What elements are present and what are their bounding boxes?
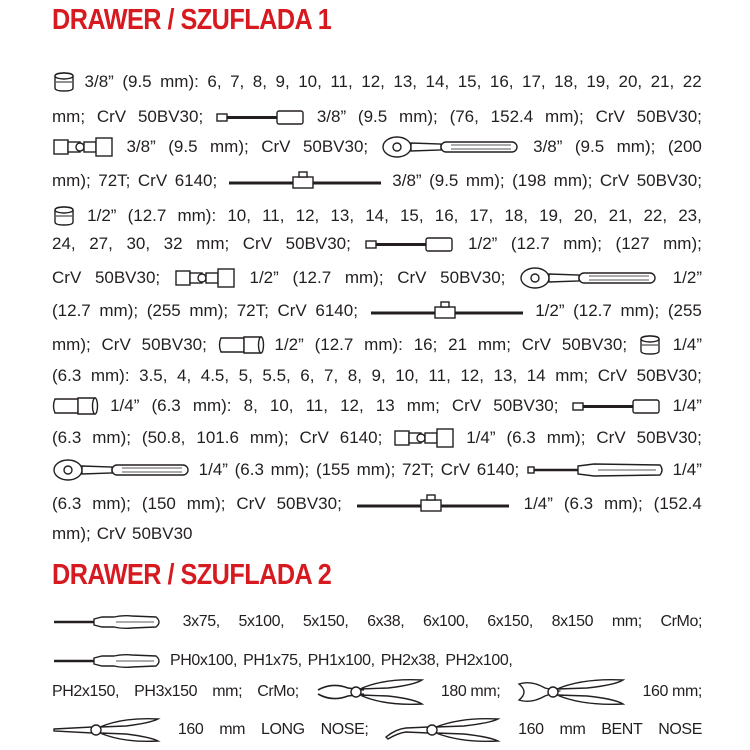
- spec-text: 1/2”: [274, 335, 304, 354]
- spec-text: PH2x100,: [445, 652, 513, 669]
- spec-text: 12,: [361, 72, 385, 91]
- spec-line: [52, 361, 702, 391]
- spec-text: (255: [667, 301, 702, 320]
- spec-text: 10,: [395, 366, 419, 385]
- spec-text: 5,: [238, 366, 253, 385]
- spec-text: LONG: [260, 721, 305, 738]
- spec-text: (9.5: [122, 72, 152, 91]
- spec-text: mm):: [177, 206, 217, 225]
- spec-text: 72T;: [236, 301, 269, 320]
- spec-text: mm);: [52, 524, 91, 543]
- spec-text: (12.7: [127, 206, 167, 225]
- spec-text: 14,: [425, 72, 450, 91]
- spinner-handle-icon: [526, 460, 666, 480]
- spec-text: 1/2”: [87, 206, 117, 225]
- spec-text: 6,: [207, 72, 222, 91]
- spec-text: mm);: [210, 137, 249, 156]
- universal-joint-icon: [174, 267, 236, 289]
- spec-text: (198: [512, 171, 547, 190]
- spec-text: (12.7: [314, 335, 354, 354]
- spec-text: CrV: [137, 171, 168, 190]
- spec-text: mm;: [212, 683, 243, 700]
- spec-text: 50BV30;: [636, 428, 702, 447]
- spec-text: (9.5: [429, 171, 459, 190]
- spec-text: 160 mm;: [642, 683, 702, 700]
- spec-text: mm);: [465, 171, 505, 190]
- spec-text: CrV: [261, 137, 291, 156]
- spec-text: 3/8”: [533, 137, 563, 156]
- spec-text: 4.5,: [200, 366, 230, 385]
- spec-text: 160: [177, 721, 204, 738]
- spec-text: 19,: [586, 72, 610, 91]
- spec-text: 22,: [643, 206, 668, 225]
- universal-joint-icon: [393, 427, 455, 449]
- spec-text: mm):: [160, 72, 199, 91]
- spec-text: 1/4”: [672, 396, 702, 415]
- spec-text: (12.7: [292, 268, 332, 287]
- spec-text: CrV: [236, 494, 266, 513]
- ratchet-icon: [52, 458, 192, 482]
- spec-text: 12,: [295, 206, 320, 225]
- spec-line: [52, 607, 702, 637]
- spec-line: [52, 263, 702, 293]
- spec-text: 3/8”: [392, 171, 422, 190]
- spec-text: 72T;: [402, 460, 435, 479]
- spec-text: mm);: [92, 428, 131, 447]
- spec-text: PH3x150: [134, 683, 198, 700]
- spec-text: CrV: [597, 366, 628, 385]
- spec-line: [52, 455, 702, 485]
- combination-pliers-icon: [314, 676, 426, 708]
- spec-line: [52, 229, 702, 259]
- spec-text: mm;: [52, 107, 86, 126]
- spec-text: CrV: [299, 428, 329, 447]
- spec-text: 3x75,: [182, 613, 220, 630]
- t-bar-icon: [225, 171, 385, 191]
- spec-text: mm);: [344, 268, 384, 287]
- spec-text: (6.3: [151, 396, 181, 415]
- spec-text: (12.7: [573, 301, 612, 320]
- spec-text: mm: [219, 721, 246, 738]
- spec-text: CrV: [96, 524, 126, 543]
- spec-text: (127: [615, 234, 650, 253]
- spec-text: 1/4”: [198, 460, 228, 479]
- spec-text: 50BV30;: [276, 494, 342, 513]
- spec-text: mm;: [477, 335, 511, 354]
- spec-text: 50BV30: [132, 524, 193, 543]
- spec-text: 9,: [275, 72, 290, 91]
- screwdriver-icon: [52, 651, 164, 671]
- spec-text: 11,: [330, 72, 353, 91]
- spec-text: 10,: [227, 206, 251, 225]
- spec-text: (12.7: [52, 301, 91, 320]
- spec-text: 24,: [52, 234, 76, 253]
- spec-text: (9.5: [357, 107, 388, 126]
- long-nose-pliers-icon: [52, 715, 162, 745]
- spec-text: CrMo;: [257, 683, 299, 700]
- spec-text: CrV: [277, 301, 307, 320]
- spec-text: mm):: [364, 335, 403, 354]
- spec-text: mm);: [620, 301, 660, 320]
- spec-text: 3.5,: [139, 366, 168, 385]
- spec-text: (255: [146, 301, 181, 320]
- spec-text: mm;: [555, 366, 589, 385]
- universal-joint-icon: [52, 136, 114, 158]
- spec-text: CrV: [521, 335, 552, 354]
- spec-text: 18,: [504, 206, 528, 225]
- spec-text: 6140;: [174, 171, 218, 190]
- spec-text: 11,: [305, 396, 328, 415]
- t-bar-icon: [353, 494, 513, 514]
- spec-text: mm);: [545, 107, 584, 126]
- spec-text: 1/4”: [672, 460, 702, 479]
- spec-text: CrV: [101, 335, 131, 354]
- spec-line: [52, 715, 702, 745]
- spec-text: 17,: [469, 206, 494, 225]
- spec-line: [52, 330, 702, 360]
- spec-text: 50BV30;: [94, 268, 161, 287]
- spec-text: mm);: [563, 234, 602, 253]
- spec-text: CrV: [397, 268, 427, 287]
- spec-text: mm);: [399, 107, 438, 126]
- spec-line: [52, 132, 702, 162]
- spec-text: BENT: [601, 721, 643, 738]
- spec-text: 22: [682, 72, 702, 91]
- spec-text: 19,: [539, 206, 563, 225]
- spec-text: (150: [141, 494, 176, 513]
- spec-line: [52, 646, 702, 676]
- ratchet-icon: [519, 266, 659, 290]
- spec-text: (6.3: [52, 494, 82, 513]
- spec-text: CrV: [96, 107, 127, 126]
- spec-text: 1/4”: [672, 335, 702, 354]
- spec-text: 152.4: [490, 107, 534, 126]
- spec-text: 6140;: [339, 428, 383, 447]
- spec-text: 18,: [554, 72, 578, 91]
- spec-text: 50BV30;: [636, 171, 702, 190]
- spec-text: 8,: [243, 396, 258, 415]
- spec-text: 6x150,: [487, 613, 533, 630]
- spec-text: 21: [448, 335, 468, 354]
- spec-text: 1/2”: [468, 234, 498, 253]
- spec-text: 50BV30;: [440, 268, 506, 287]
- spec-text: 50BV30;: [636, 107, 702, 126]
- spec-text: mm;: [196, 234, 230, 253]
- side-cutter-pliers-icon: [515, 676, 627, 708]
- spec-text: 5x150,: [302, 613, 349, 630]
- spec-text: CrMo;: [660, 613, 702, 630]
- spec-text: CrV: [440, 460, 471, 479]
- spec-text: 21,: [608, 206, 633, 225]
- spec-text: mm: [559, 721, 586, 738]
- spec-text: 13,: [493, 366, 518, 385]
- spec-text: 50BV30;: [636, 366, 702, 385]
- spec-text: (9.5: [168, 137, 198, 156]
- spec-text: mm);: [356, 460, 396, 479]
- spec-line: [52, 296, 702, 326]
- spec-text: PH1x75,: [243, 652, 302, 669]
- spec-text: mm);: [186, 494, 226, 513]
- spec-text: 8,: [347, 366, 362, 385]
- spec-text: 50BV30;: [561, 335, 628, 354]
- extension-bar-icon: [364, 236, 454, 252]
- spec-line: [52, 201, 702, 231]
- deep-socket-icon: [218, 334, 264, 356]
- bent-nose-pliers-icon: [384, 715, 502, 745]
- spec-text: PH2x38,: [380, 652, 440, 669]
- spec-text: mm;: [406, 396, 440, 415]
- spec-text: 8,: [252, 72, 267, 91]
- spec-text: mm);: [553, 171, 593, 190]
- spec-text: 4,: [177, 366, 192, 385]
- spec-text: 17,: [522, 72, 546, 91]
- spec-text: 50BV30;: [302, 137, 369, 156]
- spec-text: CrV: [242, 234, 273, 253]
- spec-text: mm);: [663, 234, 702, 253]
- spec-text: 6140;: [476, 460, 520, 479]
- socket-icon: [638, 334, 662, 356]
- spec-text: 27,: [89, 234, 113, 253]
- socket-icon: [52, 205, 76, 227]
- spec-text: 160: [518, 721, 544, 738]
- t-bar-icon: [367, 301, 527, 321]
- extension-bar-icon: [215, 109, 305, 125]
- spec-line: [52, 166, 702, 196]
- spec-text: (6.3: [563, 494, 594, 513]
- spec-text: 180 mm;: [440, 683, 501, 700]
- spec-text: (6.3: [234, 460, 264, 479]
- spec-text: 13,: [330, 206, 355, 225]
- spec-text: 5x100,: [238, 613, 285, 630]
- spec-text: 7,: [324, 366, 339, 385]
- spec-text: CrV: [451, 396, 482, 415]
- spec-text: 1/4”: [466, 428, 496, 447]
- spec-text: 16;: [413, 335, 438, 354]
- spec-text: 10,: [269, 396, 294, 415]
- spec-text: 5.5,: [262, 366, 291, 385]
- spec-text: 13: [375, 396, 395, 415]
- spec-text: mm;: [611, 613, 642, 630]
- spec-text: 3/8”: [126, 137, 156, 156]
- spec-line: [52, 391, 702, 421]
- extension-bar-icon: [571, 398, 661, 414]
- spec-text: mm);: [616, 137, 656, 156]
- spec-text: mm):: [192, 396, 232, 415]
- spec-text: 14: [526, 366, 546, 385]
- spec-text: (200: [667, 137, 702, 156]
- spec-text: 20,: [573, 206, 598, 225]
- spec-text: mm):: [90, 366, 130, 385]
- drawer-2-heading: DRAWER / SZUFLADA 2: [52, 559, 332, 591]
- spec-text: 6x38,: [367, 613, 405, 630]
- spec-text: 13,: [393, 72, 418, 91]
- spec-text: (50.8,: [141, 428, 186, 447]
- spec-line: [52, 677, 702, 707]
- spec-text: (152.4: [653, 494, 702, 513]
- spec-text: CrV: [52, 268, 82, 287]
- spec-text: 101.6: [196, 428, 239, 447]
- spec-text: 9,: [371, 366, 386, 385]
- spec-text: 16,: [434, 206, 459, 225]
- screwdriver-icon: [52, 612, 164, 632]
- spec-line: [52, 423, 702, 453]
- spec-text: mm);: [604, 494, 643, 513]
- spec-text: (9.5: [574, 137, 605, 156]
- spec-text: (12.7: [510, 234, 550, 253]
- spec-text: mm);: [92, 494, 131, 513]
- spec-text: 11,: [262, 206, 285, 225]
- spec-text: 21,: [650, 72, 675, 91]
- spec-text: 72T;: [98, 171, 131, 190]
- spec-text: NOSE;: [320, 721, 369, 738]
- spec-line: [52, 489, 702, 519]
- spec-text: CrV: [599, 171, 630, 190]
- spec-text: 6x100,: [422, 613, 469, 630]
- spec-text: 50BV30;: [141, 335, 207, 354]
- spec-line: [52, 67, 702, 97]
- spec-text: 11,: [428, 366, 451, 385]
- spec-text: 50BV30;: [285, 234, 351, 253]
- spec-text: (6.3: [52, 366, 82, 385]
- spec-text: 15,: [399, 206, 424, 225]
- spec-text: CrV: [596, 428, 626, 447]
- spec-text: mm);: [52, 335, 91, 354]
- spec-text: 1/4”: [523, 494, 553, 513]
- spec-text: (155: [315, 460, 350, 479]
- spec-text: (6.3: [52, 428, 82, 447]
- deep-socket-icon: [52, 395, 98, 417]
- spec-text: 6,: [300, 366, 315, 385]
- spec-text: 1/2”: [249, 268, 279, 287]
- spec-text: 10,: [298, 72, 322, 91]
- spec-text: mm);: [270, 460, 310, 479]
- socket-icon: [52, 71, 76, 93]
- spec-text: mm);: [249, 428, 289, 447]
- drawer-1-heading: DRAWER / SZUFLADA 1: [52, 4, 332, 36]
- spec-text: 6140;: [315, 301, 358, 320]
- spec-text: PH2x150,: [52, 683, 120, 700]
- spec-text: 30,: [126, 234, 151, 253]
- spec-text: PH0x100,: [170, 652, 238, 669]
- spec-text: (76,: [449, 107, 479, 126]
- spec-text: 14,: [365, 206, 389, 225]
- spec-text: 7,: [230, 72, 245, 91]
- spec-text: 16,: [489, 72, 514, 91]
- spec-text: mm);: [99, 301, 139, 320]
- spec-text: 32: [163, 234, 183, 253]
- spec-line: [52, 519, 702, 549]
- spec-text: 1/2”: [535, 301, 565, 320]
- spec-text: 20,: [618, 72, 643, 91]
- spec-text: 50BV30;: [137, 107, 204, 126]
- spec-text: 23,: [678, 206, 702, 225]
- spec-text: mm);: [52, 171, 91, 190]
- spec-text: 12,: [460, 366, 484, 385]
- spec-text: CrV: [595, 107, 625, 126]
- spec-text: 3/8”: [316, 107, 347, 126]
- spec-text: mm);: [189, 301, 229, 320]
- spec-text: 3/8”: [84, 72, 114, 91]
- spec-text: 12,: [340, 396, 364, 415]
- spec-text: NOSE: [658, 721, 702, 738]
- spec-line: [52, 102, 702, 132]
- spec-text: (6.3: [506, 428, 536, 447]
- spec-text: mm);: [546, 428, 586, 447]
- spec-text: 50BV30;: [493, 396, 559, 415]
- spec-text: 15,: [457, 72, 482, 91]
- spec-text: 1/4”: [110, 396, 140, 415]
- ratchet-icon: [381, 135, 521, 159]
- spec-text: 1/2”: [672, 268, 702, 287]
- spec-text: 8x150: [551, 613, 594, 630]
- spec-text: PH1x100,: [307, 652, 375, 669]
